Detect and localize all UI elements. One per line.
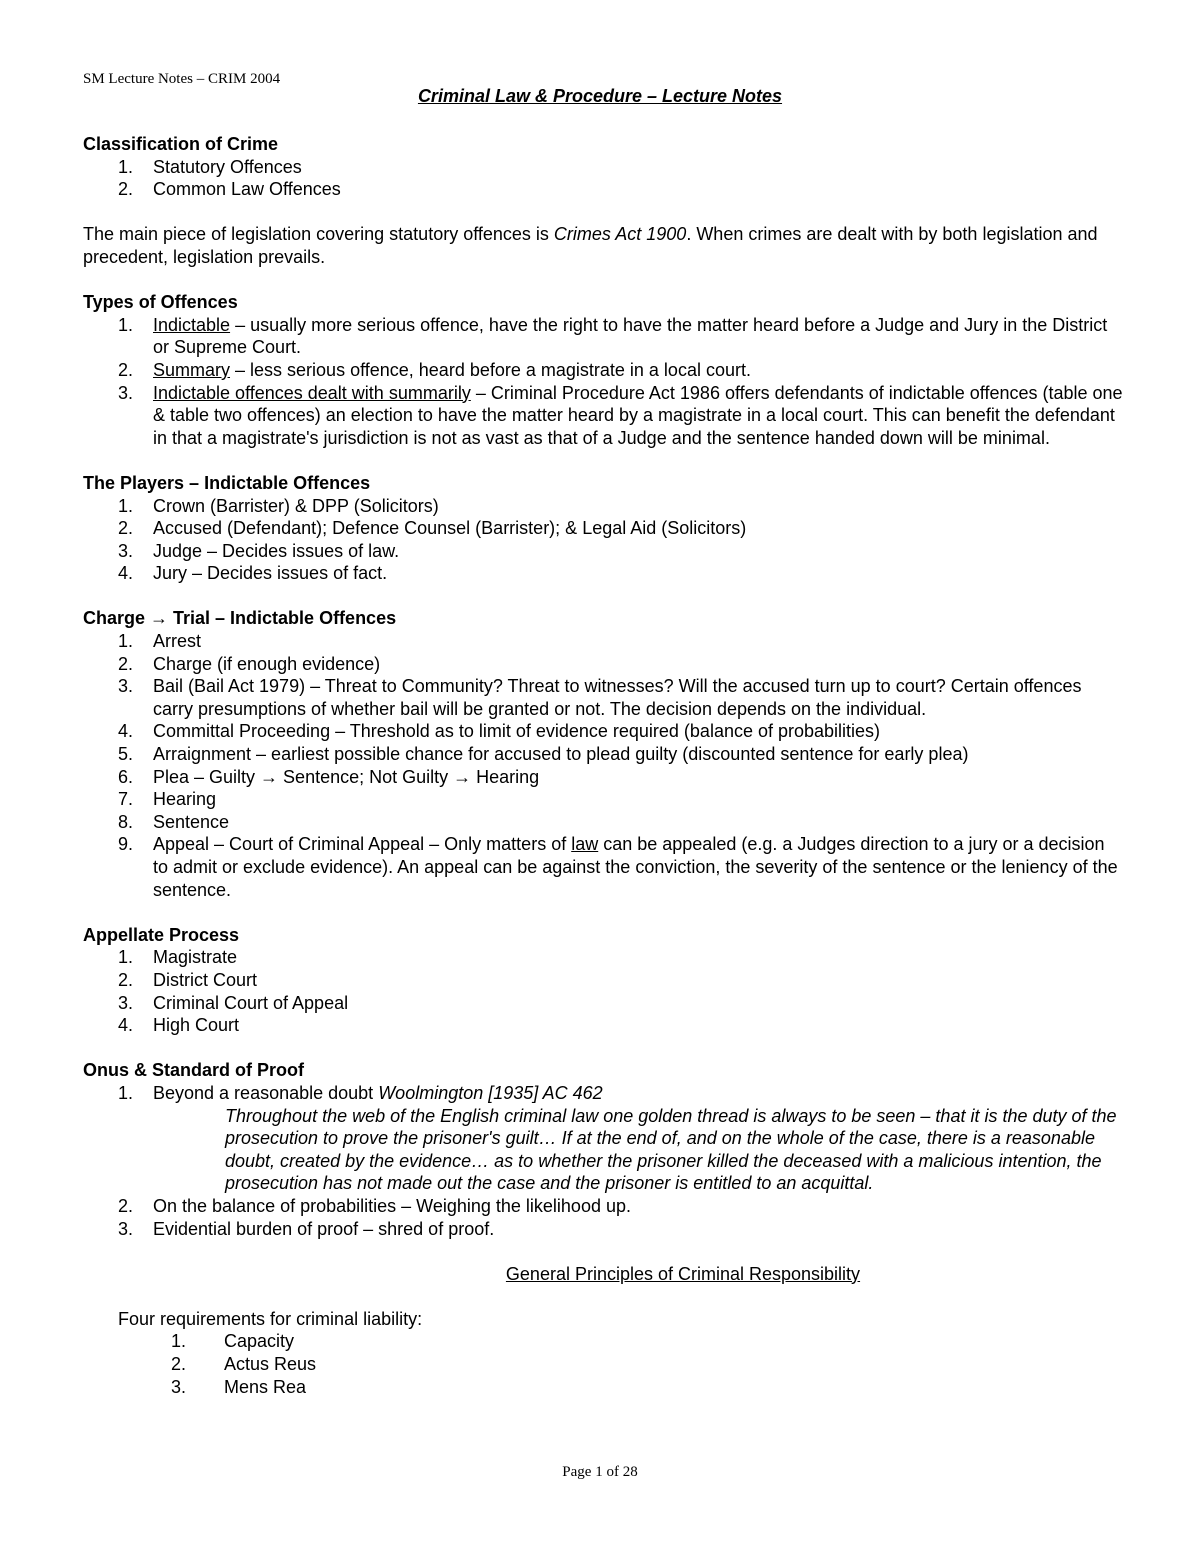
list-item: 4. High Court	[118, 1015, 240, 1036]
section-heading-players: The Players – Indictable Offences	[83, 472, 371, 493]
list-item: 8. Sentence	[118, 811, 230, 832]
case-quote: Throughout the web of the English criminal law one golden thread is always to be seen – that it is the duty of the prosecution to prove the prisoner's guilt… If at the end of, and on the whole of the case, there is a reasonable doubt, created by the evidence… as to whether the prisoner killed the deceased with a malicious intention, the prosecution has not made out the case and the prisoner is entitled to an acquittal.	[225, 1105, 1117, 1194]
list-item: 4. Committal Proceeding – Threshold as to limit of evidence required (balance of probabilities)	[118, 721, 881, 742]
list-item: 2. Charge (if enough evidence)	[118, 653, 381, 674]
section-heading-principles: General Principles of Criminal Responsibility	[505, 1263, 861, 1284]
list-item: 3. Bail (Bail Act 1979) – Threat to Community? Threat to witnesses? Will the accused turn up to court? Certain offences carry presumptions of whether bail will be granted or not. The decision depends on the individual.	[118, 676, 1082, 719]
section-heading-charge: Charge → Trial – Indictable Offences	[83, 608, 397, 629]
list-item: 2. On the balance of probabilities – Weighing the likelihood up.	[118, 1195, 631, 1216]
classification-list	[83, 156, 1123, 201]
list-item: 3. Evidential burden of proof – shred of proof.	[118, 1218, 495, 1239]
classification-paragraph: The main piece of legislation covering statutory offences is Crimes Act 1900. When crimes are dealt with by both legislation and precedent, legislation prevails.	[83, 224, 1098, 267]
list-item: 3. Indictable offences dealt with summarily – Criminal Procedure Act 1986 offers defendants of indictable offences (table one & table two offences) an election to have the matter heard by a magistrate in a local court. This can benefit the defendant in that a magistrate's jurisdiction is not as vast as that of a Judge and the sentence handed down will be minimal.	[118, 382, 1123, 448]
section-heading-classification: Classification of Crime	[83, 134, 279, 154]
running-header: SM Lecture Notes – CRIM 2004	[83, 71, 281, 87]
list-item: 1. Crown (Barrister) & DPP (Solicitors)	[118, 495, 439, 516]
list-item: 2. District Court	[118, 969, 258, 990]
list-item: 2. Common Law Offences	[118, 179, 341, 200]
list-item: 1. Indictable – usually more serious offence, have the right to have the matter heard before a Judge and Jury in the District or Supreme Court.	[118, 314, 1108, 358]
principles-list	[83, 1330, 1123, 1398]
list-item: 4. Jury – Decides issues of fact.	[118, 563, 388, 584]
list-item: 2. Accused (Defendant); Defence Counsel (Barrister); & Legal Aid (Solicitors)	[118, 518, 747, 539]
list-item: 1. Statutory Offences	[118, 156, 302, 177]
page-footer: Page 1 of 28	[562, 1464, 638, 1480]
onus-list	[83, 1082, 1123, 1240]
types-list	[83, 314, 1123, 450]
list-item: 2. Summary – less serious offence, heard before a magistrate in a local court.	[118, 359, 751, 380]
list-item: 3. Mens Rea	[171, 1376, 307, 1397]
principles-intro: Four requirements for criminal liability:	[118, 1308, 423, 1329]
list-item: 3. Judge – Decides issues of law.	[118, 540, 400, 561]
section-heading-types: Types of Offences	[83, 292, 238, 313]
act-name: Crimes Act 1900	[553, 224, 687, 245]
appellate-list	[83, 946, 1123, 1036]
list-item: 5. Arraignment – earliest possible chance for accused to plead guilty (discounted sentence for early plea)	[118, 744, 969, 765]
list-item: 9. Appeal – Court of Criminal Appeal – Only matters of law can be appealed (e.g. a Judges direction to a jury or a decision to admit or exclude evidence). An appeal can be against the conviction, the severity of the sentence or the leniency of the sentence.	[118, 834, 1118, 900]
section-heading-onus: Onus & Standard of Proof	[83, 1060, 305, 1081]
document-title: Criminal Law & Procedure – Lecture Notes	[417, 86, 783, 106]
charge-list	[83, 630, 1123, 901]
list-item: 2. Actus Reus	[171, 1354, 317, 1375]
list-item: 1. Beyond a reasonable doubt Woolmington [1935] AC 462 Throughout the web of the English criminal law one golden thread is always to be seen – that it is the duty of the prosecution to prove the prisoner's guilt… If at the end of, and on the whole of the case, there is a reasonable doubt, created by the evidence… as to whether the prisoner killed the deceased with a malicious intention, the prosecution has not made out the case and the prisoner is entitled to an acquittal.	[83, 1082, 1123, 1195]
list-item: 7. Hearing	[118, 789, 217, 810]
document-body	[83, 133, 1123, 1398]
section-heading-appellate: Appellate Process	[83, 924, 240, 945]
list-item: 6. Plea – Guilty → Sentence; Not Guilty → Hearing	[118, 766, 540, 787]
list-item: 1. Capacity	[171, 1331, 295, 1352]
list-item: 1. Magistrate	[118, 947, 238, 968]
list-item: 3. Criminal Court of Appeal	[118, 992, 349, 1013]
list-item: 1. Arrest	[118, 631, 202, 652]
players-list	[83, 495, 1123, 585]
